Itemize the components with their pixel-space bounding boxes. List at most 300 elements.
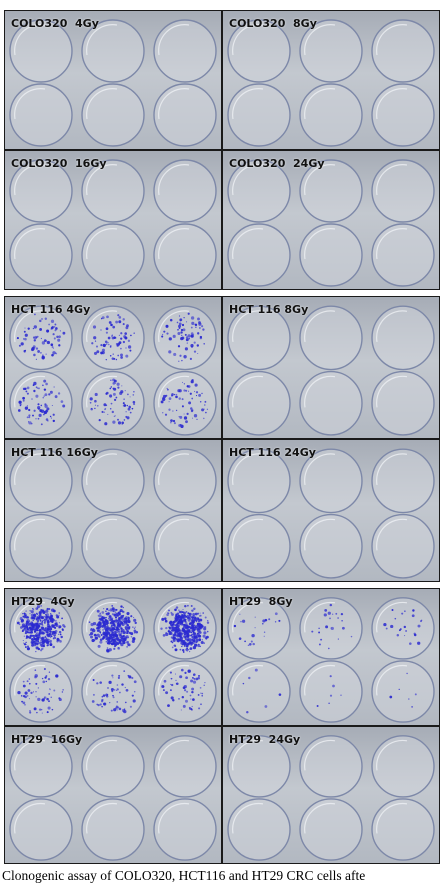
stained-colony xyxy=(103,703,105,705)
stained-colony xyxy=(185,638,187,640)
stained-colony xyxy=(90,636,93,639)
six-well-plate xyxy=(223,151,439,289)
stained-colony xyxy=(50,619,53,622)
stained-colony xyxy=(193,608,196,610)
stained-colony xyxy=(25,610,26,611)
stained-colony xyxy=(133,617,134,618)
stained-colony xyxy=(55,674,58,677)
stained-colony xyxy=(93,694,95,696)
stained-colony xyxy=(186,648,188,650)
stained-colony xyxy=(129,626,131,628)
stained-colony xyxy=(35,418,36,419)
stained-colony xyxy=(184,416,187,419)
stained-colony xyxy=(185,616,187,618)
stained-colony xyxy=(48,393,50,395)
stained-colony xyxy=(93,336,96,339)
stained-colony xyxy=(188,638,189,639)
culture-well xyxy=(372,598,434,659)
stained-colony xyxy=(255,617,256,618)
culture-well xyxy=(154,306,216,369)
stained-colony xyxy=(29,712,31,714)
stained-colony xyxy=(37,406,40,409)
hct116-24gy-plate xyxy=(223,440,439,581)
stained-colony xyxy=(125,702,127,704)
stained-colony xyxy=(184,645,186,647)
hct116-8gy-plate xyxy=(223,297,439,438)
stained-colony xyxy=(92,629,95,632)
culture-well xyxy=(154,20,216,82)
stained-colony xyxy=(34,676,37,679)
stained-colony xyxy=(200,687,202,689)
stained-colony xyxy=(21,342,24,345)
stained-colony xyxy=(335,613,337,615)
stained-colony xyxy=(41,626,44,629)
stained-colony xyxy=(165,633,168,636)
six-well-plate xyxy=(5,151,221,289)
stained-colony xyxy=(262,623,264,625)
stained-colony xyxy=(113,388,116,391)
stained-colony xyxy=(111,610,112,611)
stained-colony xyxy=(164,619,166,621)
stained-colony xyxy=(51,697,52,698)
stained-colony xyxy=(182,405,184,407)
stained-colony xyxy=(116,634,118,636)
stained-colony xyxy=(126,629,128,631)
stained-colony xyxy=(264,632,265,633)
stained-colony xyxy=(121,385,122,386)
stained-colony xyxy=(414,633,416,635)
stained-colony xyxy=(49,639,50,640)
stained-colony xyxy=(182,649,184,651)
stained-colony xyxy=(122,424,123,425)
stained-colony xyxy=(177,322,179,324)
stained-colony xyxy=(52,633,54,635)
stained-colony xyxy=(199,327,201,329)
stained-colony xyxy=(192,615,195,618)
stained-colony xyxy=(58,335,61,338)
stained-colony xyxy=(181,646,182,647)
stained-colony xyxy=(179,397,181,399)
culture-well xyxy=(300,661,362,722)
stained-colony xyxy=(58,392,60,394)
stained-colony xyxy=(123,341,125,343)
stained-colony xyxy=(23,640,24,641)
hct116-16gy-plate xyxy=(5,440,221,581)
stained-colony xyxy=(95,405,96,406)
stained-colony xyxy=(179,355,181,357)
stained-colony xyxy=(207,622,209,624)
stained-colony xyxy=(27,695,29,697)
stained-colony xyxy=(341,613,343,615)
stained-colony xyxy=(172,699,174,701)
stained-colony xyxy=(33,354,36,357)
stained-colony xyxy=(134,691,135,692)
stained-colony xyxy=(93,325,96,328)
stained-colony xyxy=(183,640,186,643)
stained-colony xyxy=(199,635,200,636)
stained-colony xyxy=(111,605,113,607)
stained-colony xyxy=(50,637,51,638)
stained-colony xyxy=(110,380,111,381)
stained-colony xyxy=(133,391,134,393)
stained-colony xyxy=(408,698,410,700)
stained-colony xyxy=(58,612,59,613)
stained-colony xyxy=(198,675,200,677)
stained-colony xyxy=(119,642,121,644)
stained-colony xyxy=(44,629,46,631)
stained-colony xyxy=(167,704,170,707)
stained-colony xyxy=(62,628,64,630)
stained-colony xyxy=(46,407,49,410)
stained-colony xyxy=(177,621,179,623)
stained-colony xyxy=(114,689,116,691)
stained-colony xyxy=(45,410,47,412)
stained-colony xyxy=(108,629,109,630)
stained-colony xyxy=(182,696,184,698)
stained-colony xyxy=(106,695,109,697)
stained-colony xyxy=(112,695,114,697)
stained-colony xyxy=(174,394,175,395)
culture-well xyxy=(154,84,216,146)
stained-colony xyxy=(183,686,186,689)
stained-colony xyxy=(33,635,35,637)
stained-colony xyxy=(120,643,123,646)
stained-colony xyxy=(61,617,63,619)
stained-colony xyxy=(131,636,132,637)
stained-colony xyxy=(42,713,43,714)
stained-colony xyxy=(29,683,31,685)
stained-colony xyxy=(109,615,112,618)
stained-colony xyxy=(177,635,179,637)
stained-colony xyxy=(48,707,51,710)
stained-colony xyxy=(50,416,51,417)
stained-colony xyxy=(24,704,26,706)
stained-colony xyxy=(198,638,201,641)
panel-label: HT29 4Gy xyxy=(11,595,75,608)
stained-colony xyxy=(104,628,106,630)
stained-colony xyxy=(46,354,47,355)
stained-colony xyxy=(27,647,30,650)
stained-colony xyxy=(195,383,198,386)
stained-colony xyxy=(27,627,29,629)
stained-colony xyxy=(318,628,319,629)
stained-colony xyxy=(178,616,180,618)
stained-colony xyxy=(197,613,199,615)
culture-well xyxy=(228,799,290,860)
stained-colony xyxy=(25,623,27,625)
stained-colony xyxy=(109,388,111,390)
stained-colony xyxy=(203,418,205,420)
stained-colony xyxy=(34,638,36,640)
stained-colony xyxy=(23,702,26,705)
stained-colony xyxy=(58,344,60,346)
stained-colony xyxy=(184,605,186,607)
stained-colony xyxy=(37,350,40,353)
stained-colony xyxy=(44,388,46,390)
stained-colony xyxy=(103,608,104,609)
stained-colony xyxy=(177,612,179,614)
stained-colony xyxy=(201,393,202,394)
stained-colony xyxy=(29,610,30,611)
stained-colony xyxy=(324,609,327,612)
culture-well xyxy=(300,224,362,286)
stained-colony xyxy=(202,639,203,640)
stained-colony xyxy=(36,633,37,634)
stained-colony xyxy=(18,409,21,412)
stained-colony xyxy=(125,347,126,348)
stained-colony xyxy=(25,646,27,648)
stained-colony xyxy=(196,391,198,393)
stained-colony xyxy=(101,611,104,614)
stained-colony xyxy=(175,680,176,681)
stained-colony xyxy=(191,632,192,633)
stained-colony xyxy=(45,318,47,320)
stained-colony xyxy=(174,629,176,631)
stained-colony xyxy=(183,328,186,331)
stained-colony xyxy=(28,630,30,631)
stained-colony xyxy=(246,711,248,713)
stained-colony xyxy=(132,394,134,396)
stained-colony xyxy=(198,644,200,646)
stained-colony xyxy=(106,359,107,360)
stained-colony xyxy=(105,619,107,621)
culture-well xyxy=(372,224,434,286)
stained-colony xyxy=(183,705,186,708)
stained-colony xyxy=(18,401,21,404)
stained-colony xyxy=(168,350,171,353)
stained-colony xyxy=(52,351,55,354)
stained-colony xyxy=(29,678,31,680)
stained-colony xyxy=(115,613,118,616)
stained-colony xyxy=(172,410,173,411)
stained-colony xyxy=(109,633,111,635)
stained-colony xyxy=(191,335,194,338)
stained-colony xyxy=(109,641,110,642)
stained-colony xyxy=(123,632,125,634)
stained-colony xyxy=(33,626,35,628)
stained-colony xyxy=(45,636,47,637)
stained-colony xyxy=(38,642,40,644)
stained-colony xyxy=(109,702,110,703)
stained-colony xyxy=(31,641,34,644)
stained-colony xyxy=(417,642,420,645)
culture-well xyxy=(154,661,216,722)
stained-colony xyxy=(30,629,31,630)
stained-colony xyxy=(119,692,121,694)
stained-colony xyxy=(107,631,108,632)
stained-colony xyxy=(103,624,105,626)
stained-colony xyxy=(98,614,101,617)
stained-colony xyxy=(23,643,24,644)
stained-colony xyxy=(332,685,335,688)
culture-well xyxy=(154,736,216,797)
stained-colony xyxy=(191,398,193,400)
stained-colony xyxy=(118,631,120,633)
stained-colony xyxy=(106,405,108,407)
stained-colony xyxy=(120,338,122,340)
stained-colony xyxy=(55,395,58,398)
stained-colony xyxy=(165,691,168,694)
stained-colony xyxy=(50,642,51,643)
stained-colony xyxy=(38,620,39,621)
stained-colony xyxy=(189,613,191,615)
stained-colony xyxy=(411,706,413,708)
stained-colony xyxy=(187,605,189,607)
stained-colony xyxy=(200,401,201,403)
stained-colony xyxy=(105,617,106,618)
stained-colony xyxy=(181,710,182,711)
stained-colony xyxy=(34,410,36,412)
stained-colony xyxy=(168,626,170,628)
stained-colony xyxy=(201,693,203,695)
stained-colony xyxy=(105,408,107,410)
stained-colony xyxy=(340,695,341,696)
ht29-8gy-plate xyxy=(223,589,439,725)
stained-colony xyxy=(331,627,334,630)
culture-well xyxy=(372,306,434,369)
stained-colony xyxy=(106,624,107,625)
six-well-plate xyxy=(223,589,439,725)
stained-colony xyxy=(173,635,174,636)
stained-colony xyxy=(31,348,34,351)
stained-colony xyxy=(125,326,128,329)
stained-colony xyxy=(412,614,415,617)
stained-colony xyxy=(191,379,193,381)
stained-colony xyxy=(130,615,132,617)
stained-colony xyxy=(118,639,121,641)
stained-colony xyxy=(197,628,199,630)
stained-colony xyxy=(34,618,35,619)
stained-colony xyxy=(35,626,36,627)
panel-label: COLO320 4Gy xyxy=(11,17,99,30)
stained-colony xyxy=(130,706,132,708)
stained-colony xyxy=(174,609,177,612)
stained-colony xyxy=(194,627,195,628)
stained-colony xyxy=(389,696,392,699)
stained-colony xyxy=(189,629,191,631)
stained-colony xyxy=(169,337,172,340)
stained-colony xyxy=(117,344,120,347)
stained-colony xyxy=(126,612,129,615)
stained-colony xyxy=(130,632,133,635)
stained-colony xyxy=(43,414,45,416)
stained-colony xyxy=(46,681,47,682)
stained-colony xyxy=(102,618,103,619)
culture-well xyxy=(372,799,434,860)
stained-colony xyxy=(195,617,196,618)
stained-colony xyxy=(197,344,199,346)
stained-colony xyxy=(318,632,320,634)
stained-colony xyxy=(120,390,123,393)
stained-colony xyxy=(193,634,195,636)
stained-colony xyxy=(392,609,394,611)
stained-colony xyxy=(176,638,178,640)
stained-colony xyxy=(37,616,38,617)
stained-colony xyxy=(31,610,34,613)
stained-colony xyxy=(122,318,124,320)
stained-colony xyxy=(53,610,56,613)
stained-colony xyxy=(34,339,36,341)
stained-colony xyxy=(176,410,177,411)
stained-colony xyxy=(200,646,201,647)
stained-colony xyxy=(176,394,177,395)
stained-colony xyxy=(43,620,45,622)
stained-colony xyxy=(197,633,199,634)
stained-colony xyxy=(40,644,43,647)
stained-colony xyxy=(200,613,201,614)
stained-colony xyxy=(49,626,51,628)
stained-colony xyxy=(54,631,56,633)
stained-colony xyxy=(102,629,104,631)
stained-colony xyxy=(351,636,352,637)
stained-colony xyxy=(207,631,209,633)
stained-colony xyxy=(197,617,199,619)
stained-colony xyxy=(39,623,41,625)
stained-colony xyxy=(134,680,137,683)
stained-colony xyxy=(179,389,182,392)
stained-colony xyxy=(177,639,180,642)
stained-colony xyxy=(97,634,100,637)
stained-colony xyxy=(183,642,184,643)
stained-colony xyxy=(120,348,122,350)
stained-colony xyxy=(95,637,98,640)
stained-colony xyxy=(194,644,197,647)
stained-colony xyxy=(115,633,117,635)
stained-colony xyxy=(113,648,115,650)
stained-colony xyxy=(123,335,126,338)
stained-colony xyxy=(111,710,113,712)
stained-colony xyxy=(190,626,193,629)
culture-well xyxy=(300,84,362,146)
stained-colony xyxy=(175,673,176,674)
colo320-16gy-plate xyxy=(5,151,221,289)
culture-well xyxy=(228,515,290,578)
stained-colony xyxy=(170,422,171,423)
stained-colony xyxy=(317,705,319,707)
stained-colony xyxy=(56,640,58,642)
stained-colony xyxy=(41,338,42,339)
stained-colony xyxy=(180,649,182,651)
stained-colony xyxy=(23,400,25,402)
stained-colony xyxy=(175,624,178,627)
stained-colony xyxy=(27,393,29,395)
stained-colony xyxy=(341,620,343,622)
stained-colony xyxy=(251,640,253,642)
stained-colony xyxy=(178,610,179,611)
stained-colony xyxy=(44,616,45,617)
stained-colony xyxy=(328,702,330,704)
hct116-panel-group xyxy=(4,296,440,582)
stained-colony xyxy=(390,625,393,628)
stained-colony xyxy=(130,396,131,397)
stained-colony xyxy=(121,628,123,630)
stained-colony xyxy=(54,635,56,637)
stained-colony xyxy=(179,675,182,678)
stained-colony xyxy=(35,336,36,337)
stained-colony xyxy=(252,643,254,645)
stained-colony xyxy=(47,411,48,412)
stained-colony xyxy=(171,684,173,686)
stained-colony xyxy=(181,337,184,340)
stained-colony xyxy=(23,350,25,352)
stained-colony xyxy=(183,624,185,626)
stained-colony xyxy=(279,693,282,696)
stained-colony xyxy=(103,618,104,619)
culture-well xyxy=(82,799,144,860)
stained-colony xyxy=(194,414,197,417)
stained-colony xyxy=(48,608,50,610)
stained-colony xyxy=(123,402,125,404)
